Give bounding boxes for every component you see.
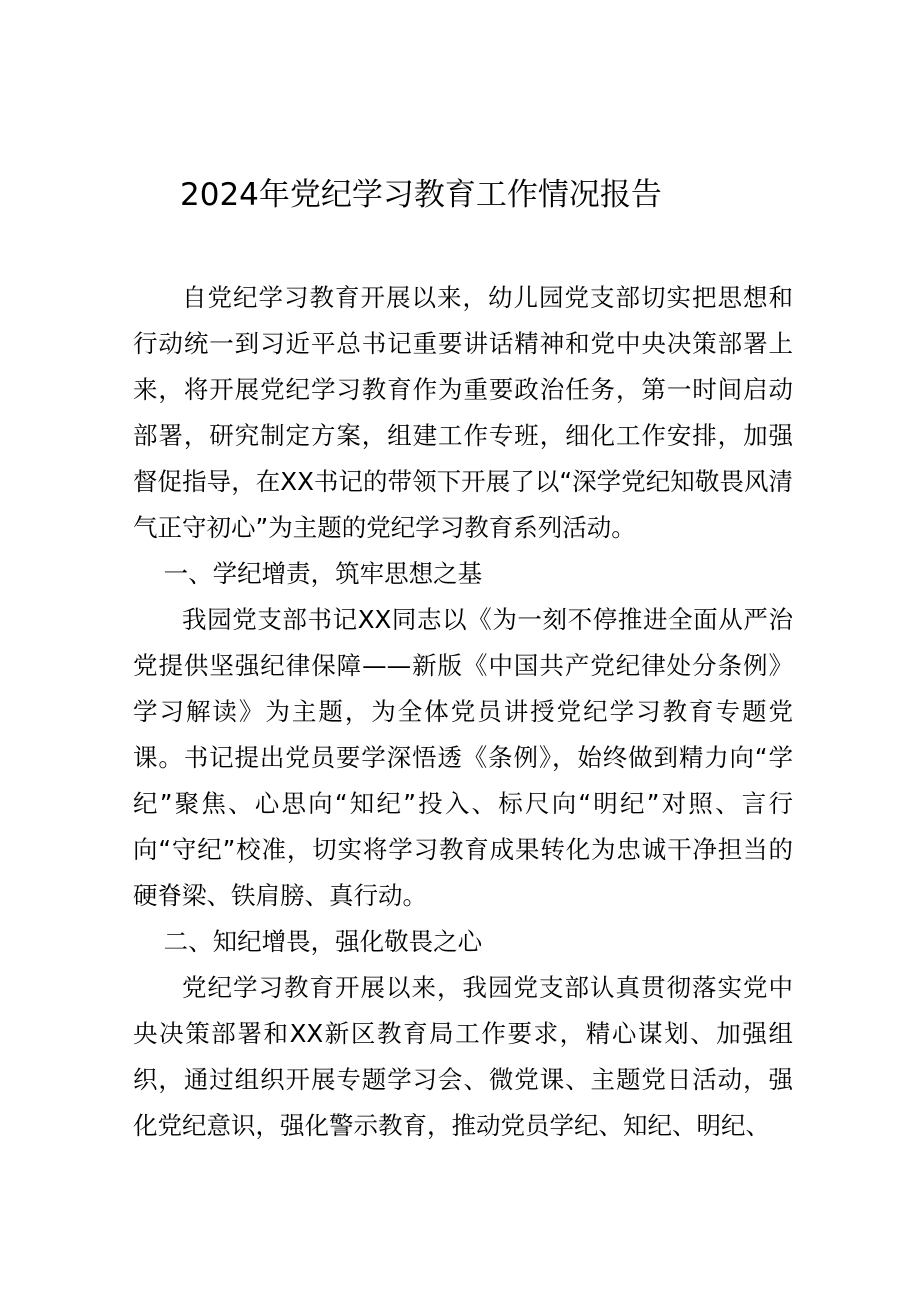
document-title: 2024年党纪学习教育工作情况报告 xyxy=(180,177,662,213)
section-heading-2: 二、知纪增畏，强化敬畏之心 xyxy=(163,927,483,956)
paragraph-section-2: 党纪学习教育开展以来，我园党支部认真贯彻落实党中央决策部署和XX新区教育局工作要求，精心谋划、加强组织，通过组织开展专题学习会、微党课、主题党日活动，强化党纪意识，强化警示教育，推动党员学纪、知纪、明纪、 xyxy=(133,973,793,1140)
paragraph-section-1: 我园党支部书记XX同志以《为一刻不停推进全面从严治党提供坚强纪律保障——新版《中国共产党纪律处分条例》学习解读》为主题，为全体党员讲授党纪学习教育专题党课。书记提出党员要学深悟透《条例》，始终做到精力向“学纪”聚焦、心思向“知纪”投入、标尺向“明纪”对照、言行向“守纪”校准，切实将学习教育成果转化为忠诚干净担当的硬脊梁、铁肩膀、真行动。 xyxy=(133,605,793,910)
document-body xyxy=(133,275,793,1149)
paragraph-intro: 自党纪学习教育开展以来，幼儿园党支部切实把思想和行动统一到习近平总书记重要讲话精神和党中央决策部署上来，将开展党纪学习教育作为重要政治任务，第一时间启动部署，研究制定方案，组建工作专班，细化工作安排，加强督促指导，在XX书记的带领下开展了以“深学党纪知敬畏风清气正守初心”为主题的党纪学习教育系列活动。 xyxy=(133,283,793,542)
section-heading-1: 一、学纪增责，筑牢思想之基 xyxy=(163,559,483,588)
